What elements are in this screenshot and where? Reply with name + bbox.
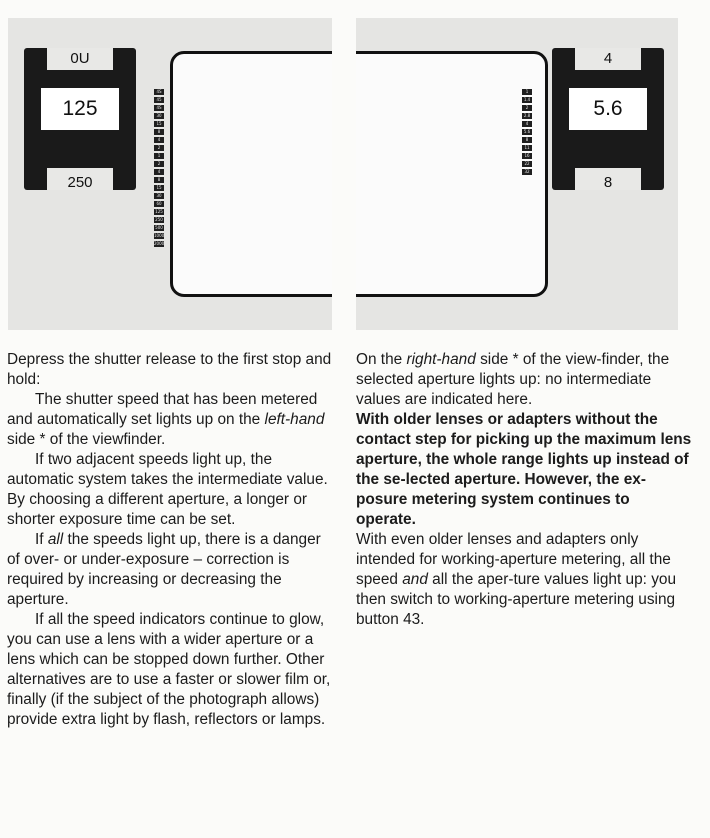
text: On the bbox=[356, 351, 407, 368]
text: all the aper-ture values light up: you then switch to working-aperture metering using button 43. bbox=[356, 571, 677, 628]
scale-indicator: 8 bbox=[154, 177, 164, 183]
left-text-column bbox=[7, 350, 337, 730]
scale-indicator: 1.4 bbox=[523, 97, 531, 102]
paragraph: If all the speed indicators continue to glow, you can use a lens with a wider aperture or a lens which can be stopped down further. Other alternatives are to use a faster or slower film or, finally (if the subject of the photograph allows) provide extra light by flash, reflectors or lamps. bbox=[7, 611, 331, 728]
text: the speeds light up, there is a danger of over- or under-exposure – correction is required by increasing or decreasing the aperture. bbox=[7, 531, 321, 608]
scale-indicator: 1 bbox=[522, 89, 532, 95]
emphasis: left-hand bbox=[264, 411, 325, 428]
scale-indicator: 4 bbox=[154, 137, 164, 143]
scale-indicator: 125 bbox=[155, 209, 163, 214]
text: side * of the view-finder, the selected aperture lights up: no intermediate values are indicated here. bbox=[356, 351, 670, 408]
scale-indicator: 22 bbox=[522, 161, 532, 167]
scale-indicator: 16 bbox=[522, 153, 532, 159]
scale-indicator: 4S bbox=[154, 89, 164, 95]
scale-indicator: 11 bbox=[522, 145, 532, 151]
scale-indicator: 45 bbox=[154, 97, 164, 103]
text: With even older lenses and adapters only intended for working-aperture metering, all the speed bbox=[356, 531, 671, 588]
paragraph bbox=[356, 530, 692, 630]
aperture-dial-selected-value: 5.6 bbox=[569, 88, 647, 130]
speed-dial-bottom-value: 250 bbox=[47, 168, 113, 190]
right-viewfinder-figure bbox=[356, 18, 678, 330]
scale-indicator: 2000 bbox=[154, 241, 164, 246]
shutter-speed-scale bbox=[154, 89, 164, 247]
scale-indicator: 1 bbox=[154, 153, 164, 159]
scale-indicator: 30 bbox=[154, 113, 164, 119]
scale-indicator: 1000 bbox=[154, 233, 164, 238]
emphasis: and bbox=[402, 571, 428, 588]
aperture-dial-top-value: 4 bbox=[575, 48, 641, 70]
scale-indicator: 2 bbox=[154, 145, 164, 151]
speed-dial-selected-value: 125 bbox=[41, 88, 119, 130]
scale-indicator: 60 bbox=[154, 201, 164, 207]
scale-indicator: 15 bbox=[154, 185, 164, 191]
scale-indicator: 2.8 bbox=[523, 113, 531, 118]
emphasis: right-hand bbox=[406, 351, 476, 368]
aperture-dial-bottom-value: 8 bbox=[575, 168, 641, 190]
paragraph: Depress the shutter release to the first stop and hold: bbox=[7, 351, 332, 388]
scale-indicator: 30 bbox=[154, 193, 164, 199]
text: side * of the viewfinder. bbox=[7, 431, 166, 448]
bold-paragraph: With older lenses or adapters without the contact step for picking up the maximum lens aperture, the whole range lights up instead of the se-lected aperture. However, the ex-posure metering system continues to operate. bbox=[356, 411, 692, 528]
scale-indicator: 15 bbox=[154, 121, 164, 127]
text: If bbox=[35, 531, 48, 548]
scale-indicator: 4 bbox=[522, 121, 532, 127]
aperture-dial bbox=[552, 48, 664, 190]
text: The shutter speed that has been metered and automatically set lights up on the bbox=[7, 391, 318, 428]
paragraph bbox=[356, 350, 692, 410]
scale-indicator: 4 bbox=[154, 169, 164, 175]
scale-indicator: 5.6 bbox=[523, 129, 531, 134]
scale-indicator: 8 bbox=[154, 129, 164, 135]
scale-indicator: 32 bbox=[522, 169, 532, 175]
viewfinder-frame bbox=[170, 51, 332, 297]
right-text-column bbox=[356, 350, 692, 630]
scale-indicator: 500 bbox=[155, 225, 163, 230]
shutter-speed-dial bbox=[24, 48, 136, 190]
scale-indicator: 4S bbox=[154, 105, 164, 111]
paragraph: If two adjacent speeds light up, the automatic system takes the intermediate value. By choosing a different aperture, a longer or shorter exposure time can be set. bbox=[7, 451, 328, 528]
scale-indicator: 2 bbox=[154, 161, 164, 167]
scale-indicator: 250 bbox=[155, 217, 163, 222]
paragraph bbox=[7, 530, 337, 610]
aperture-scale bbox=[522, 89, 532, 175]
paragraph bbox=[7, 390, 337, 450]
scale-indicator: 2 bbox=[522, 105, 532, 111]
speed-dial-top-value: 0U bbox=[47, 48, 113, 70]
scale-indicator: 8 bbox=[522, 137, 532, 143]
emphasis: all bbox=[47, 531, 64, 548]
left-viewfinder-figure bbox=[8, 18, 332, 330]
viewfinder-frame bbox=[356, 51, 548, 297]
